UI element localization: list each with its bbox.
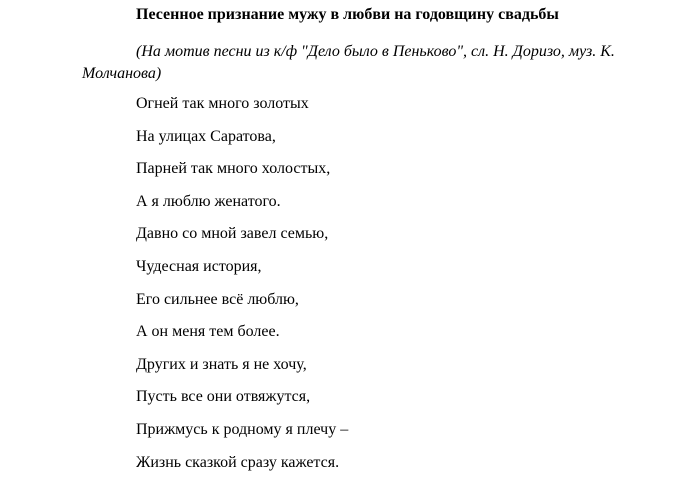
- verse-line: Жизнь сказкой сразу кажется.: [136, 453, 340, 471]
- verse-line: Других и знать я не хочу,: [136, 355, 307, 373]
- document-title: Песенное признание мужу в любви на годовщину свадьбы: [136, 6, 559, 23]
- verse-line: Огней так много золотых: [136, 95, 309, 112]
- verse-line: Парней так много холостых,: [136, 160, 331, 178]
- verse-line: Давно со мной завел семью,: [136, 225, 329, 243]
- verse-line: Его сильнее всё люблю,: [136, 290, 299, 308]
- verse-line: Чудесная история,: [136, 257, 262, 275]
- verse-line: Прижмусь к родному я плечу –: [136, 420, 349, 438]
- document-subtitle: (На мотив песни из к/ф "Дело было в Пеньково", сл. Н. Доризо, муз. К. Молчанова): [82, 43, 615, 82]
- verse-list: [136, 94, 348, 485]
- verse-line: Пусть все они отвяжутся,: [136, 388, 311, 406]
- verse-line: А я люблю женатого.: [136, 192, 281, 210]
- verse-line: А он меня тем более.: [136, 323, 280, 341]
- verse-line: На улицах Саратова,: [136, 127, 276, 145]
